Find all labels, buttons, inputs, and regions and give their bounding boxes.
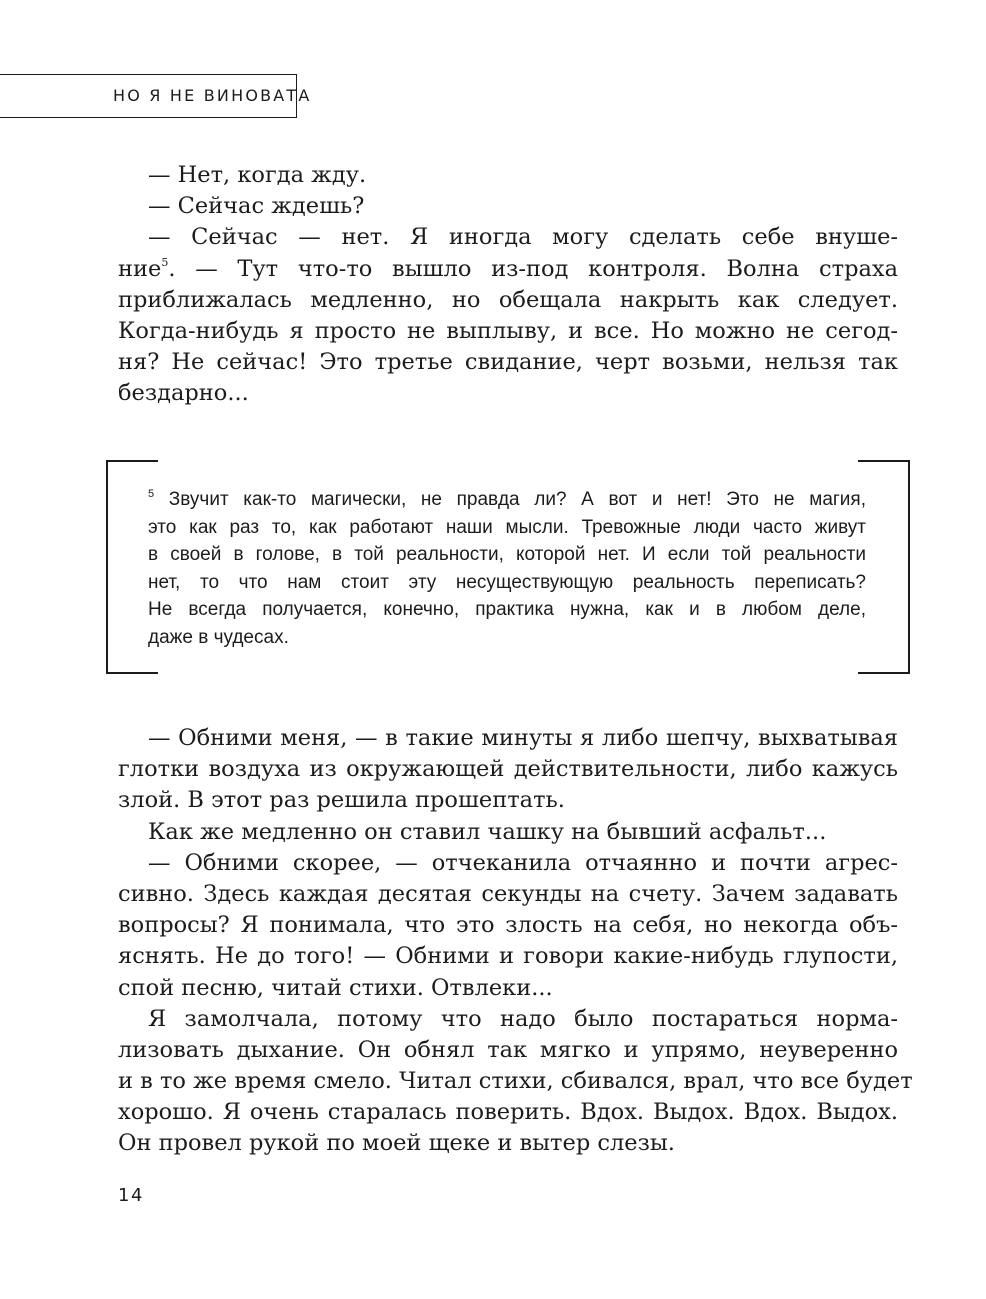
body-line: Как же медленно он ставил чашку на бывший асфальт...	[148, 818, 827, 845]
body-text-bottom	[118, 723, 913, 1160]
body-line: хорошо. Я очень старалась поверить. Вдох. Выдох. Вдох. Выдох.	[118, 1099, 898, 1126]
body-line: бездарно...	[118, 380, 249, 407]
body-line: и в то же время смело. Читал стихи, сбивался, врал, что все будет	[118, 1068, 913, 1095]
body-line: вопросы? Я понимала, что это злость на себя, но некогда объ-	[118, 912, 898, 939]
body-line: — Сейчас ждешь?	[148, 193, 365, 220]
page-number: 14	[118, 1185, 144, 1206]
body-line: яснять. Не до того! — Обними и говори какие-нибудь глупости,	[118, 943, 898, 970]
footnote-line: это как раз то, как работают наши мысли. Тревожные люди часто живут	[148, 516, 866, 538]
body-line: — Сейчас — нет. Я иногда могу сделать себе внуше-	[148, 224, 898, 251]
body-line: Я замолчала, потому что надо было постараться норма-	[148, 1005, 898, 1032]
footnote-text	[148, 486, 866, 651]
body-text-top	[118, 160, 898, 410]
body-line	[118, 254, 898, 285]
footnote-number: 5	[148, 488, 155, 500]
body-line: Он провел рукой по моей щеке и вытер слезы.	[118, 1130, 675, 1157]
footnote-line	[148, 486, 866, 514]
footnote-line-part: Звучит как-то магически, не правда ли? А вот и нет! Это не магия,	[168, 489, 866, 510]
body-line: ня? Не сейчас! Это третье свидание, черт возьми, нельзя так	[118, 349, 898, 376]
footnote-line: в своей в голове, в той реальности, которой нет. И если той реальности	[148, 544, 866, 565]
body-line: приближалась медленно, но обещала накрыть как следует.	[118, 286, 898, 313]
footnote-line: даже в чудесах.	[148, 626, 289, 648]
running-header-title: НО Я НЕ ВИНОВАТА	[113, 86, 312, 105]
body-line-part: . — Тут что-то вышло из-под контроля. Волна страха	[168, 255, 898, 282]
body-line: — Нет, когда жду.	[148, 162, 367, 188]
body-line: злой. В этот раз решила прошептать.	[118, 787, 565, 814]
body-line-part: ние	[118, 255, 162, 282]
footnote-box	[106, 460, 910, 672]
body-line: — Обними скорее, — отчеканила отчаянно и почти агрес-	[148, 849, 898, 876]
footnote-line: Не всегда получается, конечно, практика нужна, как и в любом деле,	[148, 599, 866, 620]
footnote-reference[interactable]: 5	[161, 255, 169, 269]
body-line: — Обними меня, — в такие минуты я либо шепчу, выхватывая	[148, 725, 898, 751]
body-line: спой песню, читай стихи. Отвлеки...	[118, 974, 553, 1001]
body-line: сивно. Здесь каждая десятая секунды на счету. Зачем задавать	[118, 880, 898, 907]
body-line: Когда-нибудь я просто не выплыву, и все. Но можно не сегод-	[118, 317, 898, 344]
body-line: глотки воздуха из окружающей действительности, либо кажусь	[118, 756, 898, 783]
body-line: лизовать дыхание. Он обнял так мягко и упрямо, неуверенно	[118, 1036, 898, 1063]
footnote-line: нет, то что нам стоит эту несуществующую реальность переписать?	[148, 571, 866, 593]
